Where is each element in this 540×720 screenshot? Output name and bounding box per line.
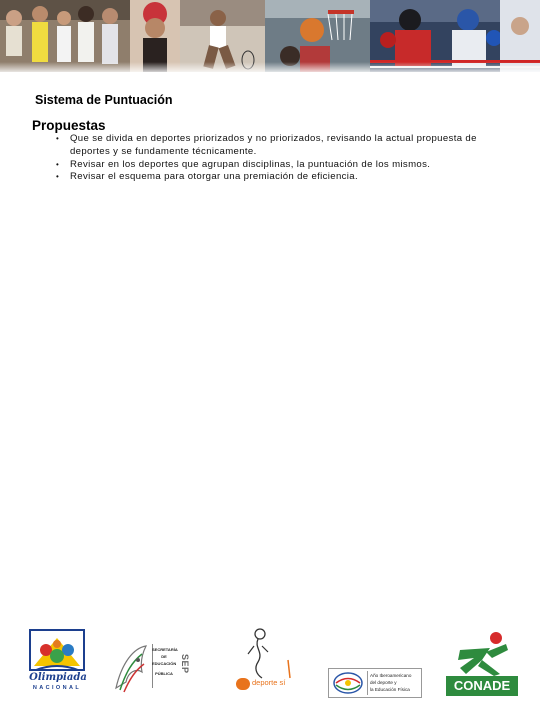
- sep-logo: [112, 640, 212, 696]
- bullet-icon: •: [56, 159, 60, 169]
- list-item-text: Que se divida en deportes priorizados y no priorizados, revisando la actual propuesta de deportes y se fundamente técnicamente.: [70, 133, 477, 157]
- section-title: Sistema de Puntuación: [35, 93, 173, 107]
- ano-divider: [367, 671, 368, 695]
- list-item-text: Revisar el esquema para otorgar una premiación de eficiencia.: [70, 171, 358, 183]
- runner-emblem-icon: [446, 630, 518, 676]
- ano-line-1: Año Iberoamericano: [370, 673, 412, 678]
- bullet-icon: •: [56, 172, 60, 182]
- ano-line-2: del deporte y: [370, 680, 397, 685]
- sep-mark: SEP: [180, 654, 190, 674]
- globe-emblem-icon: [331, 670, 365, 696]
- figure-stick-icon: [234, 626, 296, 680]
- list-item: [56, 159, 518, 172]
- propuestas-heading: Propuestas: [32, 118, 106, 133]
- conade-logo: [446, 630, 518, 696]
- deporte-si-logo: [234, 626, 296, 694]
- sep-line-3: PÚBLICA: [155, 671, 173, 676]
- sep-line-1: SECRETARÍA DE: [152, 647, 178, 659]
- eagle-emblem-icon: [112, 642, 148, 694]
- olimpiada-nacional-logo: [26, 628, 88, 694]
- banner-fade: [0, 62, 540, 72]
- deporte-si-text: deporte sí: [252, 678, 286, 687]
- conade-text: CONADE: [446, 676, 518, 696]
- bullet-icon: •: [56, 134, 60, 143]
- list-item: [56, 171, 518, 184]
- propuestas-list: [56, 133, 518, 184]
- list-item-text: Revisar en los deportes que agrupan disciplinas, la puntuación de los mismos.: [70, 158, 431, 170]
- header-photo-banner: [0, 0, 540, 72]
- deporte-orange-mark: [236, 678, 250, 690]
- ano-line-3: la Educación Física: [370, 687, 410, 692]
- olimpiada-nacional-text: NACIONAL: [32, 685, 82, 691]
- olimpiada-script-text: Olimpiada: [29, 672, 87, 683]
- ano-iberoamericano-logo: [328, 668, 422, 698]
- sep-line-2: EDUCACIÓN: [152, 661, 177, 666]
- list-item: [56, 133, 518, 159]
